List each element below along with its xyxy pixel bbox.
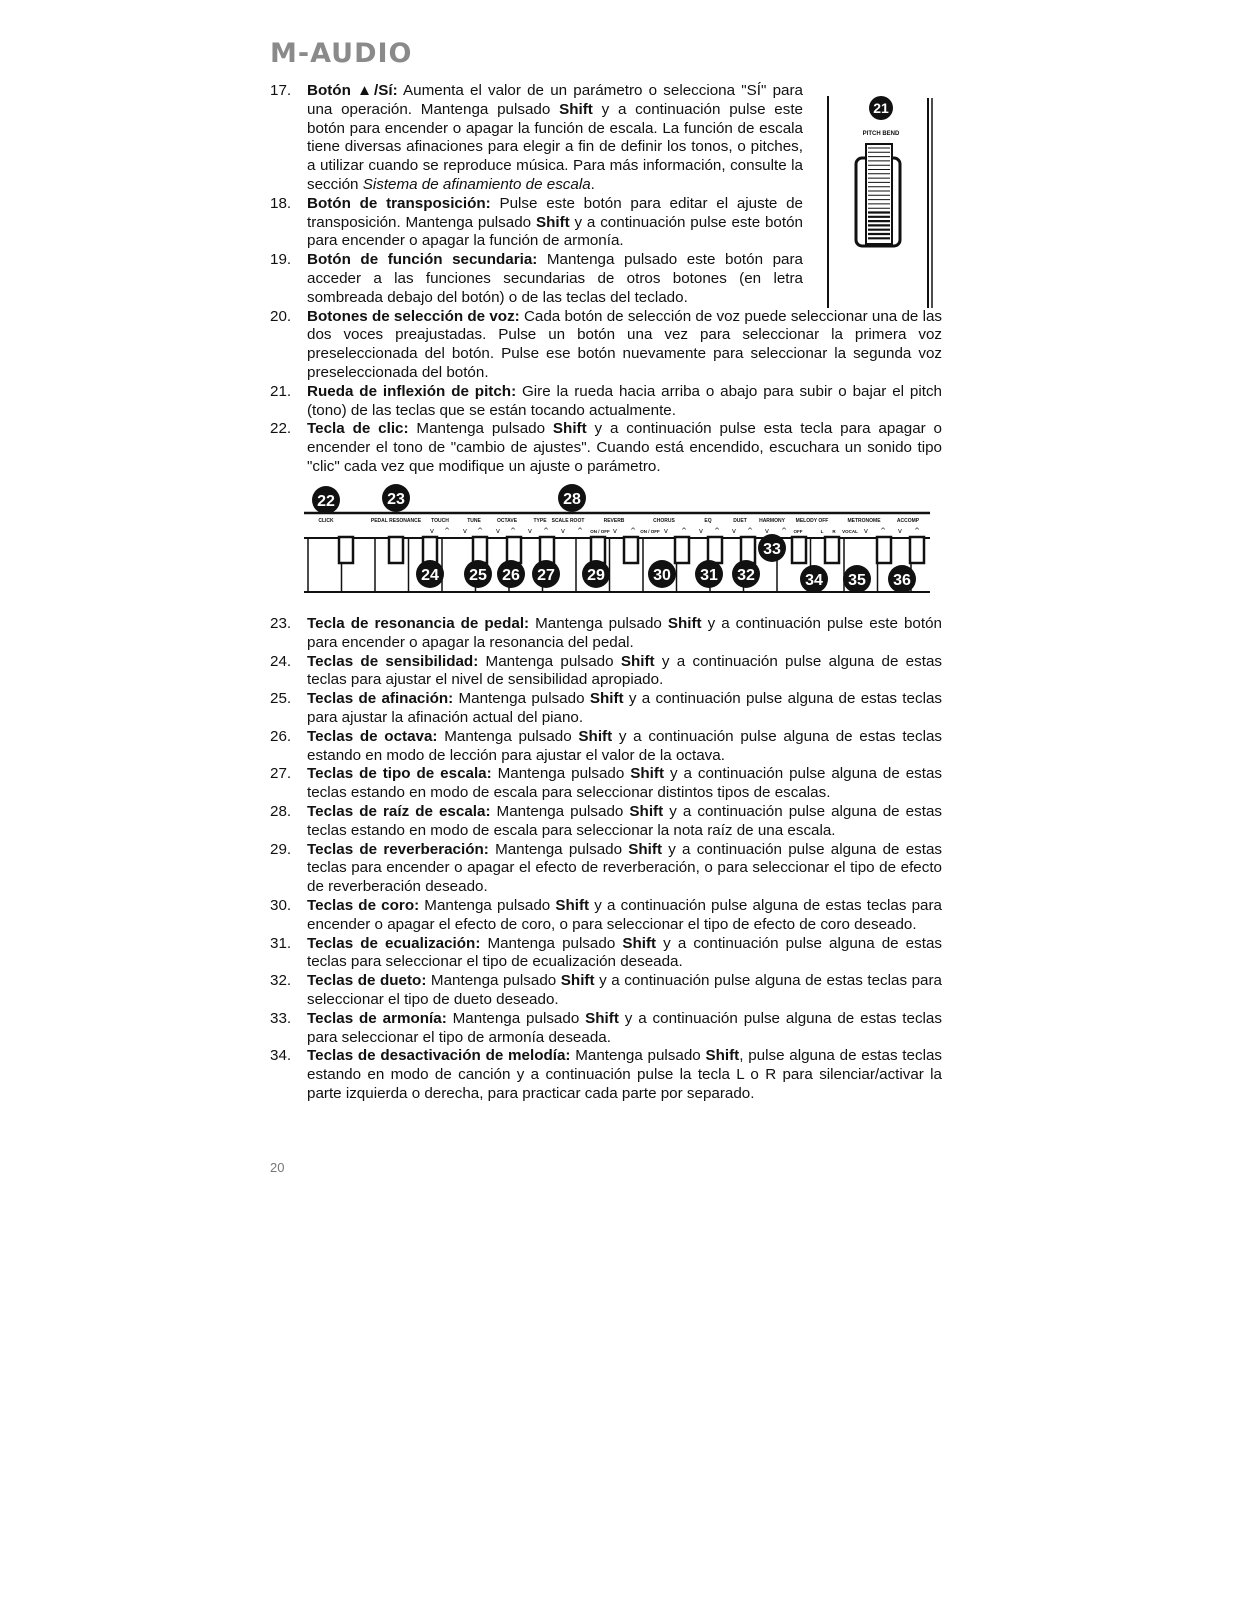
item-text-part: y a continuación pulse alguna de estas teclas para encender o apagar el efecto de reverberación, o para seleccionar el tipo de efecto de reverberación deseado. [307, 840, 942, 896]
item-title: Teclas de reverberación: [307, 840, 489, 858]
item-title: Teclas de octava: [307, 727, 438, 745]
item-text-part: Sistema de afinamiento de escala [362, 175, 591, 193]
item-text-part: Shift [667, 615, 702, 632]
item-number: 20. [270, 307, 292, 325]
item-number: 24. [270, 652, 292, 670]
callout-number: 34 [805, 572, 823, 589]
down-arrow-icon: v [560, 527, 566, 535]
down-arrow-icon: v [527, 527, 533, 535]
item-text [307, 420, 942, 476]
item-text [307, 1010, 942, 1048]
item-title: Teclas de dueto: [307, 972, 427, 990]
item-text-part: Shift [552, 420, 587, 438]
keyboard-figure [304, 482, 930, 598]
item-text-part: Mantenga pulsado [490, 802, 630, 820]
callout-number: 31 [700, 567, 718, 584]
list-item [270, 897, 942, 935]
item-text [307, 653, 942, 691]
pitch-bend-figure [826, 96, 938, 308]
callout-number: 35 [848, 572, 866, 589]
callout-number: 30 [653, 567, 671, 584]
callout-number: 24 [421, 567, 439, 584]
up-arrow-icon: ^ [577, 527, 583, 535]
black-key [825, 537, 839, 563]
item-text [307, 803, 942, 841]
item-text [307, 615, 942, 653]
key-label: EQ [704, 518, 712, 524]
item-text [307, 935, 942, 973]
item-text-part: Shift [622, 934, 657, 952]
key-label: REVERB [603, 518, 625, 524]
item-text-part: y a continuación pulse este botón para encender o apagar la función de armonía. [307, 213, 803, 250]
item-text-part: y a continuación pulse alguna de estas teclas estando en modo de escala para seleccionar distintos tipos de escalas. [307, 765, 942, 802]
up-arrow-icon: ^ [714, 527, 720, 535]
up-arrow-icon: ^ [914, 527, 920, 535]
key-label: TYPE [533, 518, 547, 524]
key-sublabel: ON / OFF [640, 529, 660, 534]
up-arrow-icon: ^ [543, 527, 549, 535]
item-number: 27. [270, 765, 292, 783]
item-text-part: y a continuación pulse alguna de estas teclas estando en modo de escala para seleccionar la nota raíz de una escala. [307, 802, 942, 839]
down-arrow-icon: v [462, 527, 468, 535]
down-arrow-icon: v [698, 527, 704, 535]
up-arrow-icon: ^ [444, 527, 450, 535]
black-key [910, 537, 924, 563]
list-item [270, 935, 942, 973]
callout-number: 25 [469, 567, 487, 584]
item-title: Rueda de inflexión de pitch: [307, 382, 517, 400]
item-text [307, 383, 942, 421]
item-text-part: Mantenga pulsado [453, 690, 590, 708]
item-text-part: Pulse este botón para editar el ajuste de transposición. Mantenga pulsado [307, 194, 804, 231]
key-label: MELODY OFF [795, 518, 829, 524]
item-text-part: Mantenga pulsado [419, 896, 556, 914]
item-text-part: Cada botón de selección de voz puede seleccionar una de las dos voces preajustadas. Pulse un botón una vez para seleccionar la primera voz preseleccionada del botón. Pulse ese botón nuevamente para seleccionar la segunda voz preseleccionada del botón. [307, 307, 942, 381]
list-item [270, 615, 942, 653]
black-key [507, 537, 521, 563]
page-number: 20 [270, 1160, 285, 1175]
callout-number: 26 [502, 567, 520, 584]
black-key [591, 537, 605, 563]
up-arrow-icon: ^ [510, 527, 516, 535]
down-arrow-icon: v [731, 527, 737, 535]
black-key [473, 537, 487, 563]
item-title: Teclas de afinación: [307, 690, 454, 708]
callout-number: 29 [587, 567, 605, 584]
item-text-part: Shift [578, 727, 613, 745]
key-label: OCTAVE [496, 518, 518, 524]
key-label: CHORUS [653, 518, 675, 524]
key-sublabel: L [820, 529, 824, 534]
black-key [708, 537, 722, 563]
down-arrow-icon: v [612, 527, 618, 535]
item-text-part: Mantenga pulsado [408, 420, 553, 438]
item-text-part: Shift [629, 802, 664, 820]
item-text-part: Shift [560, 972, 595, 990]
item-text [307, 1047, 942, 1103]
item-title: Tecla de clic: [307, 420, 409, 438]
down-arrow-icon: v [495, 527, 501, 535]
item-text-part: y a continuación pulse alguna de estas teclas para ajustar la afinación actual del piano. [307, 690, 942, 726]
list-item [270, 803, 942, 841]
item-title: Teclas de sensibilidad: [307, 652, 479, 670]
item-text-part: Mantenga pulsado [529, 615, 668, 632]
key-label: DUET [733, 518, 747, 524]
item-text-part: y a continuación pulse este botón para encender o apagar la función de escala. La función de escala tiene diversas afinaciones para elegir a fin de definir los tonos, o pitches, a utilizar cuando se reproduce música. Para más información, consulte la sección [307, 100, 803, 193]
key-label: ACCOMP [896, 518, 920, 524]
list-item [270, 653, 942, 691]
up-arrow-icon: ^ [681, 527, 687, 535]
item-text [307, 972, 942, 1010]
list-item [270, 972, 942, 1010]
item-text [307, 897, 942, 935]
list-item [270, 308, 942, 383]
item-title: Tecla de resonancia de pedal: [307, 615, 530, 632]
list-item [270, 765, 942, 803]
item-number: 25. [270, 690, 292, 708]
up-arrow-icon: ^ [747, 527, 753, 535]
item-text-part: Shift [628, 840, 663, 858]
key-sublabel: ON / OFF [590, 529, 610, 534]
item-number: 21. [270, 382, 292, 400]
item-title: Botón ▲/Sí: [307, 82, 398, 99]
pitch-bend-label: PITCH BEND [862, 131, 900, 137]
item-text-part: y a continuación pulse alguna de estas teclas para seleccionar el tipo de dueto deseado. [307, 972, 942, 1008]
item-number: 19. [270, 251, 292, 269]
item-text-part: Mantenga pulsado [446, 1009, 586, 1027]
item-number: 17. [270, 82, 292, 99]
pitch-callout: 21 [873, 100, 889, 116]
key-sublabel: VOCAL [842, 529, 858, 534]
item-text-part: Mantenga pulsado [426, 972, 561, 990]
callout-number: 23 [387, 491, 405, 508]
key-label: TUNE [467, 518, 481, 524]
item-text-part: , pulse alguna de estas teclas estando en modo de canción y a continuación pulse la tecla L o R para silenciar/activar la parte izquierda o derecha, para practicar cada parte por separado. [307, 1047, 942, 1102]
list-item [270, 690, 942, 728]
up-arrow-icon: ^ [781, 527, 787, 535]
key-label: PEDAL RESONANCE [370, 518, 422, 524]
black-key [624, 537, 638, 563]
black-key [540, 537, 554, 563]
item-text-part: y a continuación pulse alguna de estas teclas para encender o apagar el efecto de coro, o para seleccionar el tipo de efecto de coro deseado. [307, 896, 942, 933]
list-item [270, 420, 942, 476]
down-arrow-icon: v [863, 527, 869, 535]
feature-list-bottom [270, 615, 942, 1104]
item-text-part: Mantenga pulsado [478, 652, 621, 670]
brand-logo: M-AUDIO [270, 38, 413, 69]
item-text-part: Shift [620, 652, 655, 670]
key-label: METRONOME [847, 518, 881, 524]
item-text-part: Mantenga pulsado [480, 934, 623, 952]
item-text-part: Shift [555, 896, 590, 914]
black-key [741, 537, 755, 563]
callout-number: 27 [537, 567, 555, 584]
item-text-part: Mantenga pulsado [491, 765, 631, 783]
list-item [270, 841, 942, 897]
item-text-part: Shift [589, 690, 624, 708]
item-title: Teclas de tipo de escala: [307, 765, 492, 783]
item-text-part: Shift [559, 100, 593, 118]
item-title: Teclas de coro: [307, 896, 420, 914]
item-text-part: y a continuación pulse alguna de estas teclas para ajustar el nivel de sensibilidad apropiado. [307, 652, 942, 689]
black-key [423, 537, 437, 563]
black-key [389, 537, 403, 563]
item-title: Teclas de desactivación de melodía: [307, 1047, 571, 1065]
item-title: Botón de transposición: [307, 194, 491, 212]
item-number: 23. [270, 615, 292, 632]
down-arrow-icon: v [764, 527, 770, 535]
key-label: TOUCH [431, 518, 449, 524]
callout-number: 33 [763, 541, 781, 558]
item-text [307, 82, 803, 195]
item-number: 28. [270, 802, 292, 820]
down-arrow-icon: v [429, 527, 435, 535]
list-item [270, 383, 942, 421]
item-text [307, 195, 803, 251]
key-sublabel: OFF [793, 529, 803, 534]
item-text-part: Gire la rueda hacia arriba o abajo para subir o bajar el pitch (tono) de las teclas que se están tocando actualmente. [307, 382, 942, 419]
item-text-part: y a continuación pulse esta tecla para apagar o encender el tono de "cambio de ajustes". Cuando está encendido, escuchara un sonido tipo "clic" cada vez que modifique un ajuste o parámetro. [307, 420, 943, 475]
item-text-part: Mantenga pulsado [488, 840, 629, 858]
item-text-part: Shift [585, 1009, 619, 1027]
list-item [270, 728, 942, 766]
down-arrow-icon: v [897, 527, 903, 535]
list-item [270, 1010, 942, 1048]
item-number: 32. [270, 972, 292, 990]
item-title: Teclas de ecualización: [307, 934, 481, 952]
list-item [270, 1047, 942, 1103]
item-number: 22. [270, 420, 292, 438]
key-label: SCALE ROOT [551, 518, 585, 524]
item-title: Teclas de raíz de escala: [307, 802, 491, 820]
key-label: CLICK [318, 518, 334, 524]
item-text [307, 251, 803, 307]
item-text-part: Shift [630, 765, 665, 783]
item-text [307, 728, 942, 766]
callout-number: 32 [737, 567, 755, 584]
item-number: 31. [270, 934, 292, 952]
item-number: 34. [270, 1047, 292, 1065]
up-arrow-icon: ^ [477, 527, 483, 535]
item-text-part: Mantenga pulsado este botón para acceder a las funciones secundarias de otros botones (en letra sombreada debajo del botón) o de las teclas del teclado. [307, 251, 803, 306]
up-arrow-icon: ^ [880, 527, 886, 535]
item-text [307, 690, 942, 728]
item-title: Teclas de armonía: [307, 1009, 447, 1027]
item-number: 29. [270, 840, 292, 858]
item-text-part: Shift [705, 1047, 740, 1065]
item-number: 18. [270, 194, 292, 212]
item-text-part: Aumenta el valor de un parámetro o selecciona "SÍ" para una operación. Mantenga pulsado [307, 82, 803, 118]
item-text-part: y a continuación pulse alguna de estas teclas para seleccionar el tipo de ecualización deseada. [307, 934, 942, 971]
item-number: 26. [270, 727, 292, 745]
item-text-part: Mantenga pulsado [570, 1047, 706, 1065]
item-title: Botones de selección de voz: [307, 307, 520, 325]
up-arrow-icon: ^ [630, 527, 636, 535]
callout-number: 28 [563, 491, 581, 508]
item-number: 33. [270, 1009, 292, 1027]
callout-number: 36 [893, 572, 911, 589]
down-arrow-icon: v [663, 527, 669, 535]
key-sublabel: R [832, 529, 836, 534]
item-title: Botón de función secundaria: [307, 251, 538, 269]
callout-number: 22 [317, 493, 335, 510]
item-text-part: . [590, 175, 595, 193]
item-text [307, 765, 942, 803]
item-text [307, 308, 942, 383]
item-text-part: Shift [535, 213, 570, 231]
item-text-part: y a continuación pulse alguna de estas teclas estando en modo de lección para ajustar el valor de la octava. [307, 727, 942, 764]
item-text [307, 841, 942, 897]
item-text-part: y a continuación pulse este botón para encender o apagar la resonancia del pedal. [307, 615, 942, 651]
black-key [792, 537, 806, 563]
black-key [877, 537, 891, 563]
item-text-part: y a continuación pulse alguna de estas teclas para seleccionar el tipo de armonía deseada. [307, 1009, 942, 1046]
black-key [675, 537, 689, 563]
key-label: HARMONY [759, 518, 785, 524]
black-key [339, 537, 353, 563]
item-number: 30. [270, 896, 292, 914]
item-text-part: Mantenga pulsado [437, 727, 579, 745]
